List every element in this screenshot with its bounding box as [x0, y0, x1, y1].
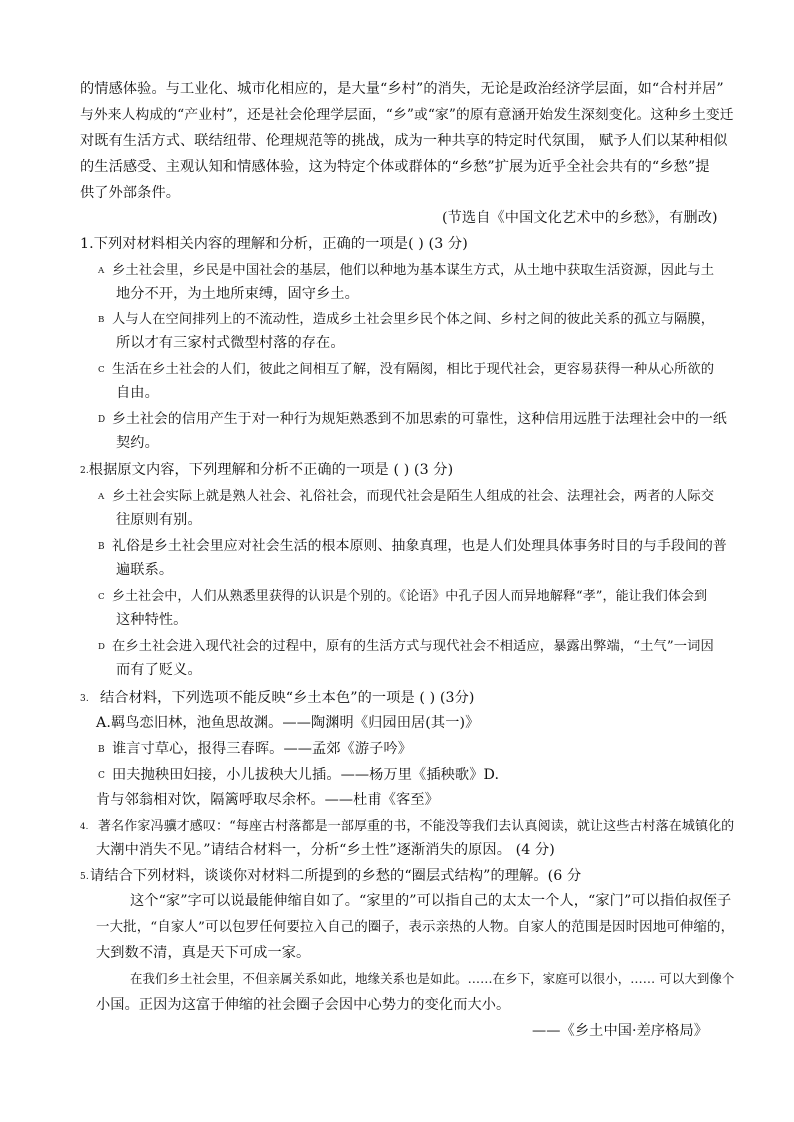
material-paragraph-line: 小国。正因为这富于伸缩的社会圈子会因中心势力的变化而大小。	[96, 997, 511, 1013]
option-text: 在乡土社会进入现代社会的过程中，原有的生活方式与现代社会不相适应，暴露出弊端，“土气”一词因	[112, 639, 714, 654]
q1-option-a	[98, 260, 714, 281]
option-text: 乡土社会中，人们从熟悉里获得的认识是个别的。《论语》中孔子因人而异地解释“孝”，能让我们体会到	[112, 589, 708, 604]
option-text-continued: 而有了贬义。	[116, 662, 202, 678]
question-4-text	[80, 816, 734, 837]
option-text: 人与人在空间排列上的不流动性，造成乡土社会里乡民个体之间、乡村之间的彼此关系的孤立与隔膜，	[112, 312, 715, 327]
option-text-continued: 所以才有三家村式微型村落的存在。	[116, 335, 345, 351]
stem-text: 结合材料，下列选项不能反映“乡土本色”的一项是 ( ) (3分)	[100, 690, 475, 706]
question-2-stem	[80, 460, 453, 481]
question-4-text-continued: 大潮中消失不见。”请结合材料一，分析“乡土性”逐渐消失的原因。 (4 分)	[96, 842, 555, 858]
option-label: B	[98, 315, 105, 325]
passage-source: (节选自《中国文化艺术中的乡愁》，有删改)	[442, 210, 718, 226]
question-3-stem	[80, 688, 475, 709]
q1-option-d	[98, 409, 727, 430]
option-text-continued: 契约。	[116, 435, 159, 451]
q2-option-d	[98, 636, 714, 657]
passage-line: 的生活感受、主观认知和情感体验，这为特定个体或群体的“乡愁”扩展为近乎全社会共有的“乡愁”提	[80, 159, 710, 175]
option-text: 生活在乡土社会的人们，彼此之间相互了解，没有隔阂，相比于现代社会，更容易获得一种从心所欲的	[112, 362, 715, 377]
option-text: 乡土社会的信用产生于对一种行为规矩熟悉到不加思索的可靠性，这种信用远胜于法理社会中的一纸	[112, 411, 727, 427]
stem-text: 根据原文内容，下列理解和分析不正确的一项是 ( ) (3 分)	[88, 462, 454, 478]
passage-line: 与外来人构成的“产业村”，还是社会伦理学层面，“乡”或“家”的原有意涵开始发生深刻变化。这种乡土变迁	[80, 107, 734, 123]
material-paragraph-line: 一大批，“自家人”可以包罗任何要拉入自己的圈子，表示亲热的人物。自家人的范围是因时因地可伸缩的，	[96, 919, 735, 935]
option-label: D	[98, 415, 106, 425]
material-paragraph-line: 在我们乡土社会里，不但亲属关系如此，地缘关系也是如此。……在乡下，家庭可以很小，…… 可以大到像个	[130, 971, 735, 986]
option-text: 谁言寸草心，报得三春晖。——孟郊《游子吟》	[112, 741, 413, 757]
material-paragraph-line: 大到数不清，真是天下可成一家。	[96, 945, 311, 961]
q2-option-b	[98, 536, 727, 557]
q1-option-b	[98, 309, 714, 330]
option-label: A	[98, 266, 105, 276]
option-text: 礼俗是乡土社会里应对社会生活的根本原则、抽象真理，也是人们处理具体事务时目的与手段间的普	[112, 538, 727, 554]
q2-option-a	[98, 486, 714, 507]
option-label: B	[98, 745, 105, 755]
option-text-continued: 地分不开，为土地所束缚，固守乡土。	[116, 286, 359, 302]
q1-option-c	[98, 359, 714, 380]
option-text-continued: 这种特性。	[116, 612, 188, 628]
q3-option-b	[98, 739, 412, 760]
option-text-continued: 自由。	[116, 385, 159, 401]
q2-option-c	[98, 586, 707, 607]
option-text: 乡土社会实际上就是熟人社会、礼俗社会，而现代社会是陌生人组成的社会、法理社会，两者的人际交	[112, 489, 715, 504]
question-number: 4.	[80, 822, 89, 832]
passage-line: 对既有生活方式、联结纽带、伦理规范等的挑战，成为一种共享的特定时代氛围， 赋予人们以某种相似	[80, 133, 728, 149]
q3-option-a: A.羁鸟恋旧林，池鱼思故渊。——陶渊明《归园田居(其一)》	[96, 715, 480, 731]
q3-option-c	[98, 765, 499, 786]
question-number: 5.	[80, 872, 89, 882]
passage-line: 供了外部条件。	[80, 185, 181, 201]
question-1-stem: 1.下列对材料相关内容的理解和分析，正确的一项是( ) (3 分)	[80, 236, 468, 252]
option-label: B	[98, 542, 105, 552]
option-text: 田夫抛秧田妇接，小儿拔秧大儿插。——杨万里《插秧歌》D.	[112, 767, 500, 783]
stem-text: 著名作家冯骥才感叹：“每座古村落都是一部厚重的书，不能没等我们去认真阅读，就让这些古村落在城镇化的	[98, 819, 735, 834]
option-label: D	[98, 642, 106, 652]
passage-line: 的情感体验。与工业化、城市化相应的，是大量“乡村”的消失，无论是政治经济学层面，如“合村并居”	[80, 81, 724, 97]
option-text-continued: 往原则有别。	[116, 512, 202, 528]
stem-text: 请结合下列材料，谈谈你对材料二所提到的乡愁的“圈层式结构”的理解。(6 分	[90, 868, 582, 884]
option-label: A	[98, 492, 105, 502]
material-paragraph-line: 这个“家”字可以说最能伸缩自如了。“家里的”可以指自己的太太一个人，“家门”可以指伯叔侄子	[130, 893, 732, 909]
option-label: C	[98, 592, 105, 602]
question-5-stem	[80, 866, 581, 887]
q3-option-d: 肯与邻翁相对饮，隔篱呼取尽余杯。——杜甫《客至》	[96, 792, 439, 808]
option-text: 乡土社会里，乡民是中国社会的基层，他们以种地为基本谋生方式，从土地中获取生活资源，因此与土	[112, 263, 715, 278]
option-label: C	[98, 771, 105, 781]
option-label: C	[98, 365, 105, 375]
question-number: 2.	[80, 466, 89, 476]
question-number: 3.	[80, 694, 89, 704]
option-text-continued: 遍联系。	[116, 562, 174, 578]
material-source: ——《乡土中国·差序格局》	[532, 1023, 709, 1039]
